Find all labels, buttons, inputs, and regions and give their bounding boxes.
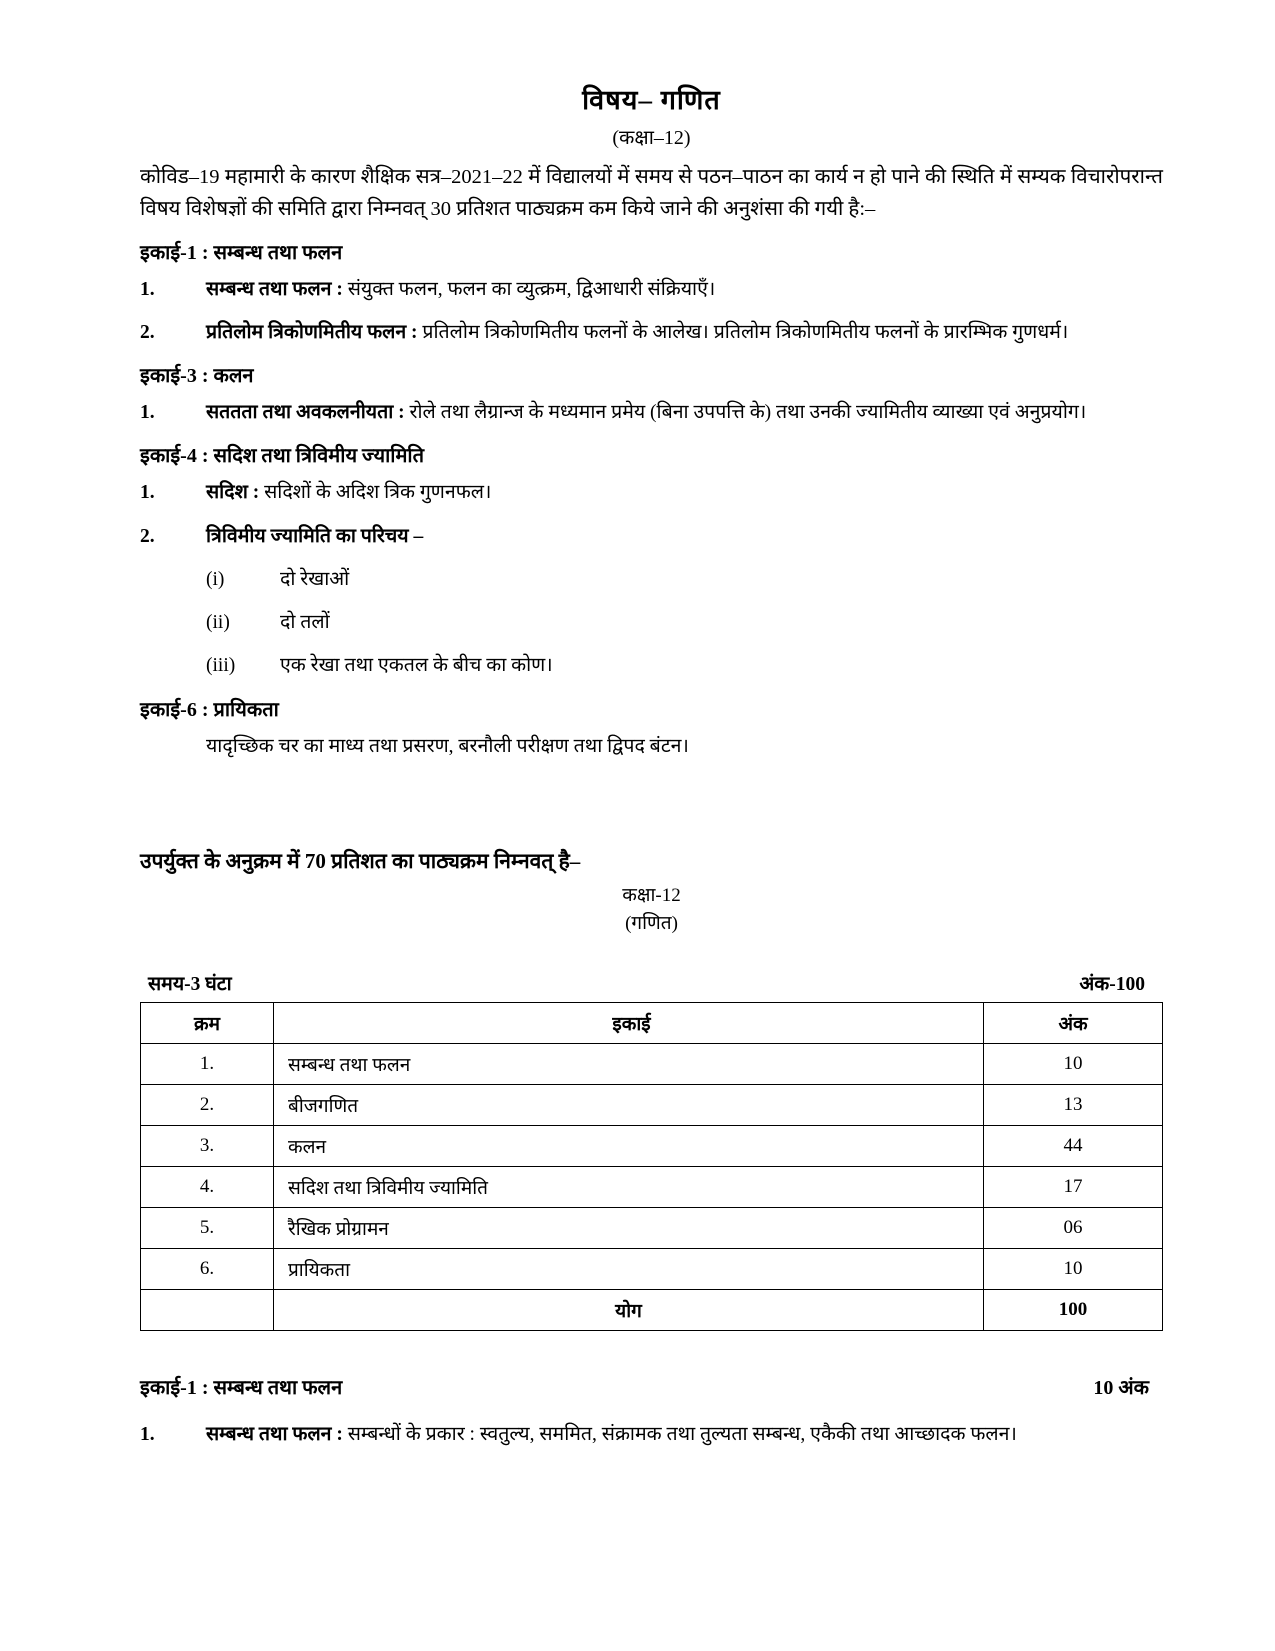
cell-total-label: योग: [274, 1289, 984, 1330]
sub-item-text: दो तलों: [280, 612, 330, 634]
item-text: रोले तथा लैग्रान्ज के मध्यमान प्रमेय (बिना उपपत्ति के) तथा उनकी ज्यामितीय व्याख्या एवं अनुप्रयोग।: [404, 402, 1087, 424]
sub-item-number: (i): [206, 568, 225, 590]
unit-heading-3: इकाई-3 : कलन: [140, 365, 254, 388]
cell-marks: 10: [984, 1248, 1163, 1289]
sub-list-item: [140, 608, 1163, 637]
item-lead: सम्बन्ध तथा फलन :: [206, 1423, 343, 1445]
cell-marks: 06: [984, 1207, 1163, 1248]
exam-meta-row: [140, 969, 1163, 996]
item-lead: त्रिविमीय ज्यामिति का परिचय –: [206, 525, 424, 547]
item-text: प्रतिलोम त्रिकोणमितीय फलनों के आलेख। प्रतिलोम त्रिकोणमितीय फलनों के प्रारम्भिक गुणधर्म।: [417, 321, 1069, 343]
cell-unit: बीजगणित: [274, 1084, 984, 1125]
table-row: [141, 1207, 1163, 1248]
item-body: [206, 522, 1163, 551]
cell-sn: 6.: [141, 1248, 274, 1289]
item-text: संयुक्त फलन, फलन का व्युत्क्रम, द्विआधारी संक्रियाएँ।: [342, 278, 716, 300]
cell-unit: सम्बन्ध तथा फलन: [274, 1043, 984, 1084]
item-body: [206, 275, 1163, 304]
item-number: 2.: [140, 525, 155, 547]
table-header-row: [141, 1002, 1163, 1043]
section-spacer: [140, 775, 1163, 837]
footer-unit-row: [140, 1373, 1163, 1400]
table-total-row: [141, 1289, 1163, 1330]
cell-unit: कलन: [274, 1125, 984, 1166]
cell-empty: [141, 1289, 274, 1330]
exam-marks-label: अंक-100: [1079, 973, 1145, 995]
item-lead: प्रतिलोम त्रिकोणमितीय फलन :: [206, 321, 418, 343]
remaining-class-line: कक्षा-12: [622, 884, 681, 906]
list-item: [140, 398, 1163, 427]
sub-item-text: एक रेखा तथा एकतल के बीच का कोण।: [280, 655, 553, 677]
item-number: 1.: [140, 1423, 155, 1445]
sub-item-text: दो रेखाओं: [280, 568, 350, 590]
exam-time-label: समय-3 घंटा: [148, 973, 232, 995]
page-title: विषय– गणित: [582, 85, 721, 115]
sub-item-number: (iii): [206, 655, 236, 677]
item-lead: सम्बन्ध तथा फलन :: [206, 278, 343, 300]
column-header-unit: इकाई: [274, 1002, 984, 1043]
blueprint-table: [140, 1002, 1163, 1331]
column-header-sn: क्रम: [141, 1002, 274, 1043]
table-row: [141, 1125, 1163, 1166]
item-lead: सततता तथा अवकलनीयता :: [206, 402, 405, 424]
list-item: [140, 275, 1163, 304]
cell-sn: 1.: [141, 1043, 274, 1084]
table-row: [141, 1043, 1163, 1084]
cell-unit: प्रायिकता: [274, 1248, 984, 1289]
item-number: 1.: [140, 482, 155, 504]
table-row: [141, 1248, 1163, 1289]
cell-marks: 10: [984, 1043, 1163, 1084]
item-body: [206, 1420, 1163, 1449]
cell-marks: 13: [984, 1084, 1163, 1125]
footer-unit-heading: इकाई-1 : सम्बन्ध तथा फलन: [140, 1376, 343, 1399]
cell-sn: 5.: [141, 1207, 274, 1248]
column-header-marks: अंक: [984, 1002, 1163, 1043]
cell-marks: 17: [984, 1166, 1163, 1207]
cell-total-marks: 100: [984, 1289, 1163, 1330]
cell-sn: 4.: [141, 1166, 274, 1207]
item-number: 1.: [140, 278, 155, 300]
table-row: [141, 1084, 1163, 1125]
item-lead: सदिश :: [206, 482, 260, 504]
cell-marks: 44: [984, 1125, 1163, 1166]
sub-list-item: [140, 651, 1163, 680]
unit-heading-4: इकाई-4 : सदिश तथा त्रिविमीय ज्यामिति: [140, 445, 424, 468]
cell-sn: 3.: [141, 1125, 274, 1166]
cell-unit: सदिश तथा त्रिविमीय ज्यामिति: [274, 1166, 984, 1207]
remaining-syllabus-heading: उपर्युक्त के अनुक्रम में 70 प्रतिशत का पाठ्यक्रम निम्नवत् है–: [140, 848, 581, 873]
item-body: [206, 398, 1163, 427]
intro-paragraph: कोविड–19 महामारी के कारण शैक्षिक सत्र–2021–22 में विद्यालयों में समय से पठन–पाठन का कार्य न हो पाने की स्थिति में सम्यक विचारोपरान्त विषय विशेषज्ञों की समिति द्वारा निम्नवत् 30 प्रतिशत पाठ्यक्रम कम किये जाने की अनुशंसा की गयी है:–: [140, 166, 1163, 220]
item-number: 1.: [140, 402, 155, 424]
item-body: [206, 478, 1163, 507]
item-number: 2.: [140, 321, 155, 343]
item-text: सम्बन्धों के प्रकार : स्वतुल्य, सममित, संक्रामक तथा तुल्यता सम्बन्ध, एकैकी तथा आच्छादक फलन।: [342, 1423, 1017, 1445]
list-item: [140, 318, 1163, 347]
table-row: [141, 1166, 1163, 1207]
page-subtitle: (कक्षा–12): [612, 127, 691, 149]
footer-list-item: [140, 1420, 1163, 1449]
cell-sn: 2.: [141, 1084, 274, 1125]
unit-heading-1: इकाई-1 : सम्बन्ध तथा फलन: [140, 241, 343, 264]
sub-item-number: (ii): [206, 612, 230, 634]
unit-heading-6: इकाई-6 : प्रायिकता: [140, 698, 279, 721]
list-item: [140, 522, 1163, 551]
sub-list-item: [140, 565, 1163, 594]
item-text: सदिशों के अदिश त्रिक गुणनफल।: [259, 482, 492, 504]
unit-6-paragraph: यादृच्छिक चर का माध्य तथा प्रसरण, बरनौली परीक्षण तथा द्विपद बंटन।: [206, 735, 689, 757]
footer-unit-marks: 10 अंक: [1093, 1376, 1149, 1399]
remaining-subject-line: (गणित): [625, 912, 678, 934]
list-item: [140, 478, 1163, 507]
item-body: [206, 318, 1163, 347]
cell-unit: रैखिक प्रोग्रामन: [274, 1207, 984, 1248]
